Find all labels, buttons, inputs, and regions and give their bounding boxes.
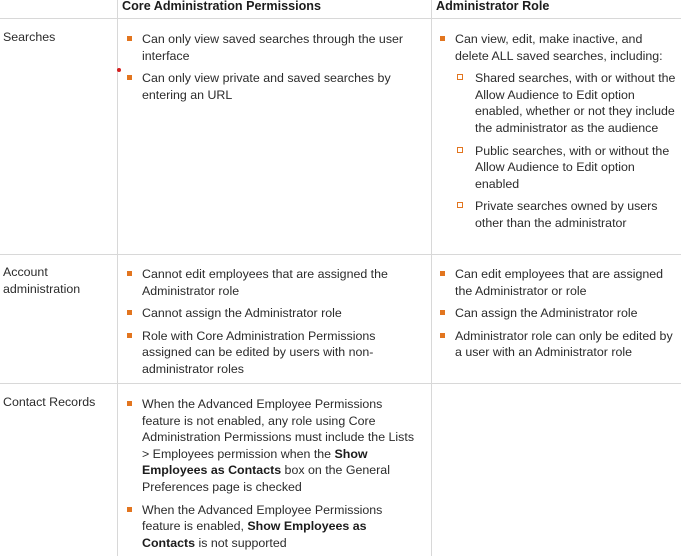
row-label-searches: Searches bbox=[3, 30, 56, 44]
account-admin-cell bbox=[433, 266, 679, 367]
bullet-icon bbox=[127, 401, 132, 406]
hollow-bullet-icon bbox=[457, 74, 463, 80]
list-item-text: Can assign the Administrator role bbox=[455, 306, 638, 321]
list-item bbox=[433, 266, 679, 299]
list-item-bold-text: Show Employees as Contacts bbox=[142, 446, 368, 478]
bullet-icon bbox=[127, 271, 132, 276]
list-item-text: Administrator role can only be edited by a user with an Administrator role bbox=[455, 328, 673, 360]
list-item bbox=[120, 328, 425, 378]
list-item-text: Private searches owned by users other than the administrator bbox=[475, 199, 658, 230]
contact-core-cell bbox=[120, 396, 420, 557]
sub-list-item bbox=[433, 143, 679, 193]
hollow-bullet-icon bbox=[457, 202, 463, 208]
header-col1 bbox=[3, 0, 113, 18]
list-item bbox=[120, 31, 425, 64]
list-item bbox=[433, 305, 679, 322]
row-label-contact-records: Contact Records bbox=[3, 395, 96, 409]
sub-list-item bbox=[433, 198, 679, 231]
list-item-text: is not supported bbox=[195, 535, 287, 550]
row-label-account-administration: Account administration bbox=[3, 265, 81, 296]
bullet-icon bbox=[127, 333, 132, 338]
list-item-text: Role with Core Administration Permissions assigned can be edited by users with non-administrator roles bbox=[142, 328, 376, 376]
searches-core-cell bbox=[120, 31, 425, 109]
row-divider bbox=[0, 254, 681, 255]
bullet-icon bbox=[127, 36, 132, 41]
bullet-icon bbox=[440, 310, 445, 315]
list-item bbox=[120, 305, 425, 322]
sub-list-item bbox=[433, 70, 679, 136]
column-divider bbox=[431, 0, 432, 556]
list-item-text: Can view, edit, make inactive, and delete ALL saved searches, including: bbox=[455, 32, 663, 63]
column-divider bbox=[117, 0, 118, 556]
account-core-cell bbox=[120, 266, 425, 384]
bullet-icon bbox=[127, 75, 132, 80]
bullet-icon bbox=[440, 36, 445, 41]
header-administrator-role: Administrator Role bbox=[436, 0, 550, 13]
list-item bbox=[120, 70, 425, 103]
row-divider bbox=[0, 18, 681, 19]
list-item-text: Can only view saved searches through the user interface bbox=[142, 32, 404, 63]
list-item-text: box on the General Preferences page is checked bbox=[142, 463, 390, 494]
table-header bbox=[0, 0, 681, 18]
header-core-admin-permissions: Core Administration Permissions bbox=[122, 0, 321, 13]
list-item-text: When the Advanced Employee Permissions feature is not enabled, any role using Core Administration Permissions must include the Lists > Employees permission when the bbox=[142, 397, 415, 461]
bullet-icon bbox=[440, 333, 445, 338]
list-item-text: Public searches, with or without the Allow Audience to Edit option enabled bbox=[475, 143, 670, 191]
bullet-icon bbox=[127, 310, 132, 315]
bullet-icon bbox=[440, 271, 445, 276]
list-item bbox=[120, 502, 420, 552]
list-item-text: Can only view private and saved searches by entering an URL bbox=[142, 71, 391, 102]
list-item bbox=[120, 396, 420, 496]
annotation-marker-icon bbox=[117, 68, 121, 72]
list-item-bold-text: Show Employees as Contacts bbox=[142, 519, 367, 550]
list-item bbox=[120, 266, 425, 299]
hollow-bullet-icon bbox=[457, 147, 463, 153]
list-item-text: Cannot edit employees that are assigned the Administrator role bbox=[142, 267, 388, 298]
list-item-text: Cannot assign the Administrator role bbox=[142, 306, 342, 321]
list-item bbox=[433, 31, 679, 64]
list-item-text: Shared searches, with or without the Allow Audience to Edit option enabled, whether or not they include the administrator as the audience bbox=[475, 71, 676, 135]
list-item bbox=[433, 328, 679, 361]
list-item-text: Can edit employees that are assigned the Administrator or role bbox=[455, 267, 664, 298]
bullet-icon bbox=[127, 507, 132, 512]
searches-admin-cell bbox=[433, 31, 679, 238]
list-item-text: When the Advanced Employee Permissions feature is enabled, bbox=[142, 502, 383, 534]
